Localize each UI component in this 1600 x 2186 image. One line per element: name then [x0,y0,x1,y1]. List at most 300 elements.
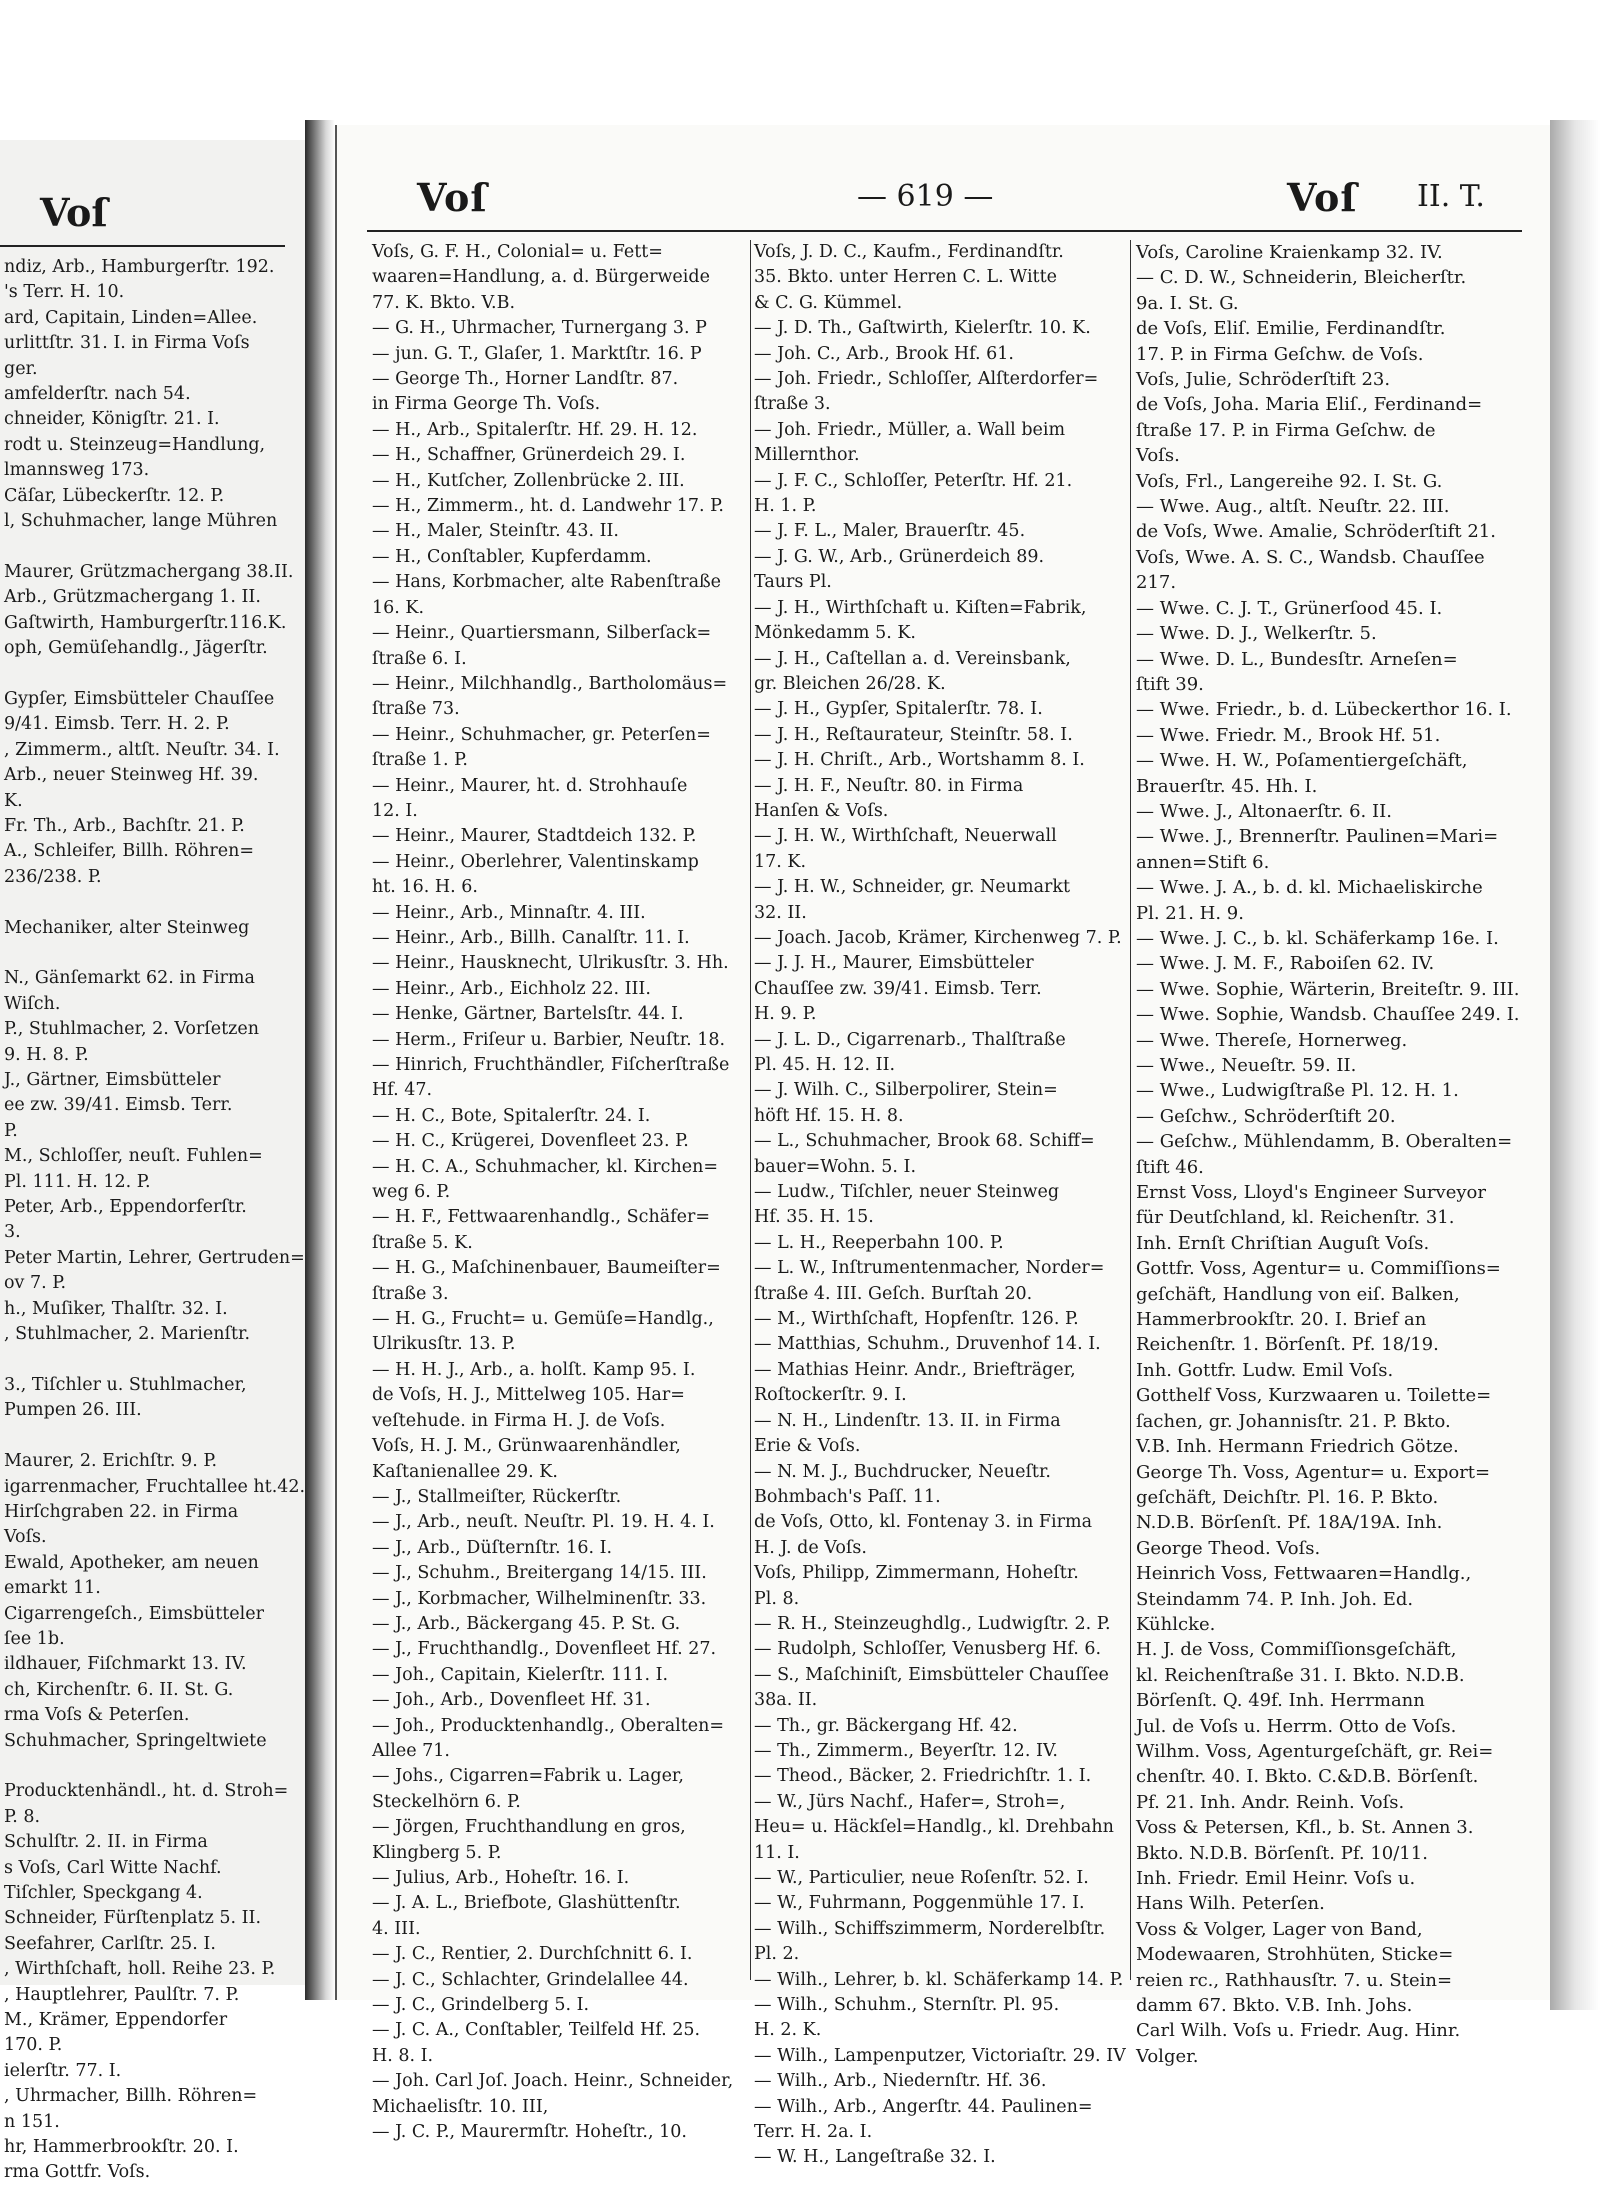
directory-entry-line: Hammerbrookſtr. 20. I. Brief an [1136,1309,1427,1331]
directory-entry-line: Reichenſtr. 1. Börſenſt. Pf. 18/19. [1136,1334,1439,1356]
directory-entry-line: 77. K. Bkto. V.B. [372,292,516,313]
directory-entry-line: — J., Schuhm., Breitergang 14/15. III. [372,1563,707,1584]
directory-entry-line: H. 9. P. [754,1004,817,1025]
directory-entry-line: ger. [4,358,38,379]
directory-entry-line: — H., Zimmerm., ht. d. Landwehr 17. P. [372,496,724,517]
directory-entry-line: N.D.B. Börſenſt. Pf. 18A/19A. Inh. [1136,1512,1443,1534]
directory-entry-line: Volger. [1136,2045,1199,2067]
directory-entry-line: Voſs, Wwe. A. S. C., Wandsb. Chauſſee [1136,546,1485,568]
directory-entry-line: ſtraße 6. I. [372,648,467,669]
directory-entry-line: 4. III. [372,1918,421,1939]
directory-entry-line: — Wwe. C. J. T., Grünerſood 45. I. [1136,597,1443,619]
directory-entry-line: Steindamm 74. P. Inh. Joh. Ed. [1136,1588,1414,1610]
directory-entry-line: Cigarrengeſch., Eimsbütteler [4,1603,264,1624]
directory-entry-line: Klingberg 5. P. [372,1842,502,1863]
directory-entry-line: — Wilh., Lampenputzer, Victoriaſtr. 29. IV [754,2045,1126,2066]
directory-entry-line: — H. C., Krügerei, Dovenfleet 23. P. [372,1131,689,1152]
directory-entry-line: — George Th., Horner Landſtr. 87. [372,369,679,390]
directory-entry-line: amfelderſtr. nach 54. [4,384,191,405]
directory-entry-line: — Heinr., Arb., Minnaſtr. 4. III. [372,902,646,923]
directory-entry-line: Producktenhändl., ht. d. Stroh= [4,1781,289,1802]
directory-entry-line: Pl. 45. H. 12. II. [754,1055,896,1075]
directory-entry-line: Chauſſee zw. 39/41. Eimsb. Terr. [754,978,1042,999]
left-header-rule [0,245,285,247]
directory-entry-line: — J. D. Th., Gaſtwirth, Kielerſtr. 10. K. [754,318,1091,339]
header-word-left: Voſ [417,175,488,220]
directory-entry-line: geſchäft, Deichſtr. Pl. 16. P. Bkto. [1136,1486,1439,1508]
directory-entry-line: — J., Arb., neuſt. Neuſtr. Pl. 19. H. 4. I. [372,1512,715,1533]
directory-entry-line: waaren=Handlung, a. d. Bürgerweide [372,267,710,288]
directory-entry-line: — J. J. H., Maurer, Eimsbütteler [754,953,1034,974]
directory-entry-line: H. J. de Voss, Commiſſionsgeſchäft, [1136,1639,1457,1661]
directory-entry-line: — H. C. A., Schuhmacher, kl. Kirchen= [372,1156,719,1177]
directory-entry-line: de Voſs, H. J., Mittelweg 105. Har= [372,1385,685,1406]
directory-entry-line: oph, Gemüſehandlg., Jägerſtr. [4,638,268,659]
directory-entry-line: Hf. 35. H. 15. [754,1207,874,1228]
directory-entry-line: Hf. 47. [372,1080,433,1101]
directory-entry-line: ſtraße 4. III. Geſch. Burſtah 20. [754,1283,1033,1304]
directory-entry-line: H. 1. P. [754,496,817,517]
directory-entry-line: — Herm., Friſeur u. Barbier, Neuſtr. 18. [372,1029,726,1050]
directory-entry-line: — J. A. L., Briefbote, Glashüttenſtr. [372,1893,681,1914]
directory-entry-line: Erie & Voſs. [754,1436,861,1457]
directory-entry-line: — Heinr., Maurer, Stadtdeich 132. P. [372,826,697,847]
directory-entry-line: — J. H. F., Neuſtr. 80. in Firma [754,775,1024,796]
directory-entry-line: — Wilh., Lehrer, b. kl. Schäferkamp 14. P. [754,1969,1124,1990]
directory-entry-line: — Jörgen, Fruchthandlung en gros, [372,1817,686,1838]
directory-entry-line: lmannsweg 173. [4,460,150,481]
directory-entry-line: Hans Wilh. Peterſen. [1136,1893,1325,1915]
directory-entry-line: — J. H., Wirthſchaft u. Kiſten=Fabrik, [754,597,1087,618]
directory-entry-line: — Joh. Friedr., Schloſſer, Alſterdorfer= [754,369,1099,390]
directory-entry-line: Inh. Gottfr. Ludw. Emil Voſs. [1136,1359,1394,1381]
directory-entry-line: — Wwe. Thereſe, Hornerweg. [1136,1029,1408,1051]
directory-entry-line: — Wilh., Arb., Angerſtr. 44. Paulinen= [754,2096,1093,2117]
directory-entry-line: 170. P. [4,2035,63,2056]
directory-entry-line: h., Muſiker, Thalſtr. 32. I. [4,1298,228,1319]
directory-entry-line: Gotthelf Voss, Kurzwaaren u. Toilette= [1136,1385,1492,1407]
directory-entry-line: ſee 1b. [4,1628,65,1649]
directory-entry-line: — Joh. Carl Joſ. Joach. Heinr., Schneider, [372,2071,734,2092]
directory-entry-line: Voſs, Philipp, Zimmermann, Hoheſtr. [754,1563,1079,1584]
directory-entry-line: — L., Schuhmacher, Brook 68. Schiff= [754,1131,1095,1152]
directory-entry-line: urlittſtr. 31. I. in Firma Voſs [4,333,250,354]
directory-entry-line: 9a. I. St. G. [1136,292,1239,314]
directory-entry-line: P., Stuhlmacher, 2. Vorſetzen [4,1019,260,1040]
directory-entry-line: — Heinr., Hausknecht, Ulrikusſtr. 3. Hh. [372,953,729,974]
directory-entry-line: Voss & Volger, Lager von Band, [1136,1918,1423,1940]
directory-entry-line: — Heinr., Maurer, ht. d. Strohhauſe [372,775,688,796]
directory-entry-line: — J., Stallmeiſter, Rückerſtr. [372,1486,622,1507]
directory-entry-line: — Th., gr. Bäckergang Hf. 42. [754,1715,1018,1736]
directory-entry-line: — R. H., Steinzeughdlg., Ludwigſtr. 2. P. [754,1613,1111,1634]
directory-entry-line: Maurer, Grützmachergang 38.II. [4,561,294,582]
directory-entry-line: ov 7. P. [4,1273,67,1294]
directory-entry-line: Taurs Pl. [754,572,832,593]
directory-entry-line: , Hauptlehrer, Paulſtr. 7. P. [4,1984,240,2005]
directory-entry-line: — Mathias Heinr. Andr., Briefträger, [754,1359,1076,1380]
directory-entry-line: ſtraße 17. P. in Firma Geſchw. de [1136,419,1436,441]
directory-entry-line: 9/41. Eimsb. Terr. H. 2. P. [4,714,230,735]
directory-entry-line: — Wwe. H. W., Poſamentiergeſchäft, [1136,750,1468,772]
directory-entry-line: Pl. 21. H. 9. [1136,902,1244,924]
directory-entry-line: H. 2. K. [754,2020,822,2041]
directory-entry-line: damm 67. Bkto. V.B. Inh. Johs. [1136,1995,1413,2017]
directory-entry-line: — Heinr., Oberlehrer, Valentinskamp [372,851,699,872]
directory-entry-line: annen=Stift 6. [1136,851,1270,873]
directory-entry-line: — Wwe. J. M. F., Raboiſen 62. IV. [1136,953,1435,975]
directory-entry-line: — Wwe. J. A., b. d. kl. Michaeliskirche [1136,877,1483,899]
directory-entry-line: — Wilh., Schiffszimmerm, Norderelbſtr. [754,1918,1106,1939]
directory-entry-line: emarkt 11. [4,1578,101,1599]
directory-entry-line: — J. H., Caſtellan a. d. Vereinsbank, [754,648,1071,669]
directory-entry-line: ht. 16. H. 6. [372,877,478,898]
directory-entry-line: Jul. de Voſs u. Herrm. Otto de Voſs. [1136,1715,1457,1737]
header-rule [367,230,1522,232]
directory-entry-line: Maurer, 2. Erichſtr. 9. P. [4,1451,218,1472]
directory-entry-line: Steckelhörn 6. P. [372,1791,521,1812]
directory-entry-line: — Wwe. Aug., altſt. Neuſtr. 22. III. [1136,496,1450,518]
directory-entry-line: rma Gottfr. Voſs. [4,2162,151,2183]
directory-entry-line: Bkto. N.D.B. Börſenſt. Pf. 10/11. [1136,1842,1428,1864]
directory-entry-line: ſtift 39. [1136,673,1204,695]
directory-entry-line [4,941,304,966]
directory-entry-line: P. 8. [4,1806,41,1827]
directory-entry-line: — N. M. J., Buchdrucker, Neueſtr. [754,1461,1051,1482]
directory-entry-line: 12. I. [372,800,418,821]
directory-entry-line: — Wwe. D. J., Welkerſtr. 5. [1136,623,1377,645]
directory-entry-line: — Theod., Bäcker, 2. Friedrichſtr. 1. I. [754,1766,1092,1787]
directory-entry-line: igarrenmacher, Fruchtallee ht.42. [4,1476,306,1497]
directory-entry-line [4,1347,304,1372]
directory-entry-line: chenſtr. 40. I. Bkto. C.&D.B. Börſenſt. [1136,1766,1479,1788]
directory-entry-line: — Heinr., Arb., Billh. Canalſtr. 11. I. [372,927,690,948]
directory-entry-line: Peter, Arb., Eppendorferſtr. [4,1197,247,1218]
directory-entry-line: Voſs, Frl., Langereihe 92. I. St. G. [1136,470,1443,492]
directory-column-1 [372,240,747,2143]
directory-entry-line: ſtraße 3. [372,1283,449,1304]
directory-entry-line: 35. Bkto. unter Herren C. L. Witte [754,267,1057,288]
directory-entry-line: — S., Maſchiniſt, Eimsbütteler Chauſſee [754,1664,1109,1685]
directory-entry-line: Wilhm. Voss, Agenturgeſchäft, gr. Rei= [1136,1740,1494,1762]
directory-entry-line: Gypſer, Eimsbütteler Chauſſee [4,688,275,709]
directory-column-3 [1130,240,1536,2067]
directory-entry-line: — Th., Zimmerm., Beyerſtr. 12. IV. [754,1740,1058,1761]
directory-entry-line: — Wwe. J. C., b. kl. Schäferkamp 16e. I. [1136,927,1499,949]
directory-entry-line: de Voſs, Otto, kl. Fontenay 3. in Firma [754,1512,1093,1533]
directory-entry-line: Kaſtanienallee 29. K. [372,1461,558,1482]
directory-entry-line: — J. Wilh. C., Silberpolirer, Stein= [754,1080,1058,1101]
directory-entry-line: Inh. Ernſt Chriſtian Auguſt Voſs. [1136,1232,1430,1254]
directory-entry-line: reien rc., Rathhausſtr. 7. u. Stein= [1136,1969,1453,1991]
directory-entry-line [4,890,304,915]
directory-entry-line: 17. K. [754,851,807,872]
directory-entry-line: 17. P. in Firma Geſchw. de Voſs. [1136,343,1424,365]
directory-entry-line: — Joh. C., Arb., Brook Hf. 61. [754,343,1014,364]
directory-entry-line: Seefahrer, Carlſtr. 25. I. [4,1933,216,1954]
directory-entry-line: — Wilh., Arb., Niedernſtr. Hf. 36. [754,2071,1047,2092]
directory-entry-line: J., Gärtner, Eimsbütteler [4,1070,221,1090]
directory-entry-line: , Stuhlmacher, 2. Marienſtr. [4,1324,251,1345]
directory-entry-line: Voſs, G. F. H., Colonial= u. Fett= [372,242,663,262]
directory-entry-line: Heinrich Voss, Fettwaaren=Handlg., [1136,1563,1472,1585]
directory-entry-line: — H., Maler, Steinſtr. 43. II. [372,521,619,542]
directory-entry-line: — J. C., Schlachter, Grindelallee 44. [372,1969,689,1990]
directory-entry-line: ſtraße 3. [754,394,831,415]
directory-entry-line: Bohmbach's Paſſ. 11. [754,1486,941,1507]
directory-entry-line: — J. H. W., Schneider, gr. Neumarkt [754,877,1070,898]
directory-entry-line: Inh. Friedr. Emil Heinr. Voſs u. [1136,1868,1416,1889]
directory-entry-line: K. [4,790,23,811]
directory-entry-line: l, Schuhmacher, lange Mühren [4,511,278,532]
directory-entry-line: — L. W., Inſtrumentenmacher, Norder= [754,1258,1105,1279]
directory-entry-line: s Voſs, Carl Witte Nachf. [4,1857,222,1878]
directory-entry-line: de Voſs, Wwe. Amalie, Schröderſtift 21. [1136,521,1496,543]
directory-entry-line: — J., Arb., Bäckergang 45. P. St. G. [372,1613,681,1634]
directory-entry-line: — J. H., Gypſer, Spitalerſtr. 78. I. [754,699,1043,720]
directory-entry-line: — Hans, Korbmacher, alte Rabenſtraße [372,572,722,593]
directory-entry-line: Brauerſtr. 45. Hh. I. [1136,775,1318,797]
directory-entry-line: Millernthor. [754,445,860,466]
directory-entry-line: — H. C., Bote, Spitalerſtr. 24. I. [372,1105,651,1126]
directory-entry-line: N., Gänſemarkt 62. in Firma [4,968,255,989]
directory-entry-line: — J. F. C., Schloſſer, Peterſtr. Hf. 21. [754,470,1073,491]
directory-entry-line [4,662,304,687]
directory-entry-line: — Wwe. Friedr. M., Brook Hf. 51. [1136,724,1441,746]
directory-entry-line: Schulſtr. 2. II. in Firma [4,1832,208,1853]
directory-entry-line: Pf. 21. Inh. Andr. Reinh. Voſs. [1136,1791,1405,1813]
directory-entry-line: Tiſchler, Speckgang 4. [4,1883,203,1903]
directory-entry-line: A., Schleifer, Billh. Röhren= [4,841,255,862]
directory-entry-line: de Voſs, Joha. Maria Eliſ., Ferdinand= [1136,394,1483,416]
directory-entry-line: ildhauer, Fiſchmarkt 13. IV. [4,1654,247,1675]
directory-entry-line [4,1424,304,1449]
directory-entry-line: Pl. 8. [754,1588,800,1609]
directory-entry-line: — H. H. J., Arb., a. holſt. Kamp 95. I. [372,1359,696,1380]
directory-entry-line: n 151. [4,2111,60,2132]
directory-entry-line: — C. D. W., Schneiderin, Bleicherſtr. [1136,267,1467,289]
directory-entry-line: — L. H., Reeperbahn 100. P. [754,1232,1004,1253]
directory-entry-line: — W. H., Langeſtraße 32. I. [754,2147,996,2168]
directory-entry-line: ee zw. 39/41. Eimsb. Terr. [4,1095,233,1116]
directory-entry-line: Fr. Th., Arb., Bachſtr. 21. P. [4,815,245,836]
header-word-right: Voſ [1287,175,1358,220]
directory-entry-line: — Joh., Producktenhandlg., Oberalten= [372,1715,725,1736]
directory-entry-line: — J. C., Grindelberg 5. I. [372,1995,590,2016]
directory-entry-line: — Heinr., Milchhandlg., Bartholomäus= [372,673,728,694]
directory-entry-line: — H., Kutſcher, Zollenbrücke 2. III. [372,470,685,491]
directory-entry-line: ſtift 46. [1136,1156,1204,1178]
directory-entry-line: — Heinr., Arb., Eichholz 22. III. [372,978,651,999]
page-edge [1550,120,1600,2010]
page-header [337,175,1552,225]
directory-entry-line: Terr. H. 2a. I. [754,2122,873,2143]
directory-entry-line: Schuhmacher, Springeltwiete [4,1730,267,1751]
left-page [0,140,308,2183]
left-page-header-word: Voſ [40,190,108,235]
directory-entry-line: chneider, Königſtr. 21. I. [4,409,220,430]
directory-entry-line: — G. H., Uhrmacher, Turnergang 3. P [372,318,707,339]
directory-entry-line: Ewald, Apotheker, am neuen [4,1552,259,1573]
directory-entry-line: — Geſchw., Mühlendamm, B. Oberalten= [1136,1131,1513,1153]
directory-entry-line: — H., Schaffner, Grünerdeich 29. I. [372,445,686,466]
directory-entry-line: — J. H. W., Wirthſchaft, Neuerwall [754,826,1057,847]
directory-entry-line: — Wwe., Ludwigſtraße Pl. 12. H. 1. [1136,1080,1459,1102]
directory-entry-line: Voſs, Caroline Kraienkamp 32. IV. [1136,242,1443,263]
directory-entry-line: ſtraße 1. P. [372,750,468,771]
directory-entry-line: kl. Reichenſtraße 31. I. Bkto. N.D.B. [1136,1664,1465,1686]
directory-entry-line: — J. H., Reſtaurateur, Steinſtr. 58. I. [754,724,1073,745]
directory-entry-line: — H. F., Fettwaarenhandlg., Schäfer= [372,1207,711,1228]
directory-entry-line: bauer=Wohn. 5. I. [754,1156,917,1177]
directory-entry-line: — J. C. P., Maurermſtr. Hoheſtr., 10. [372,2122,687,2143]
left-page-column [0,255,306,2183]
directory-entry-line: — Geſchw., Schröderſtift 20. [1136,1105,1396,1127]
directory-entry-line [4,1754,304,1779]
directory-entry-line: Heu= u. Häckſel=Handlg., kl. Drehbahn [754,1817,1114,1838]
directory-entry-line: Pl. 111. H. 12. P. [4,1171,151,1192]
book-gutter [305,120,335,2000]
directory-entry-line: 236/238. P. [4,866,102,887]
directory-entry-line: — Joh., Capitain, Kielerſtr. 111. I. [372,1664,669,1685]
directory-entry-line: Hirſchgraben 22. in Firma [4,1501,239,1522]
directory-entry-line: — jun. G. T., Glaſer, 1. Marktſtr. 16. P [372,343,702,364]
directory-entry-line: & C. G. Kümmel. [754,292,903,313]
directory-entry-line: Ulrikusſtr. 13. P. [372,1334,516,1355]
directory-entry-line: de Voſs, Eliſ. Emilie, Ferdinandſtr. [1136,318,1446,340]
directory-entry-line: ard, Capitain, Linden=Allee. [4,307,258,328]
directory-entry-line: — Henke, Gärtner, Bartelsſtr. 44. I. [372,1004,684,1025]
directory-entry-line: Hanſen & Voſs. [754,800,889,821]
directory-entry-line: — Wwe. Sophie, Wärterin, Breiteſtr. 9. III. [1136,978,1520,1000]
directory-entry-line: 217. [1136,572,1177,594]
directory-entry-line: — J., Arb., Düſternſtr. 16. I. [372,1537,613,1558]
directory-entry-line: Voſs. [4,1527,47,1548]
directory-entry-line: M., Schloſſer, neuſt. Fuhlen= [4,1146,263,1167]
directory-entry-line: Kühlcke. [1136,1613,1216,1635]
directory-entry-line: Gaſtwirth, Hamburgerſtr.116.K. [4,612,287,633]
directory-entry-line: 9. H. 8. P. [4,1044,89,1065]
directory-entry-line: — W., Particulier, neue Roſenſtr. 52. I. [754,1868,1089,1888]
directory-entry-line: — Joh. Friedr., Müller, a. Wall beim [754,419,1066,440]
directory-entry-line: ſachen, gr. Johannisſtr. 21. P. Bkto. [1136,1410,1451,1432]
directory-entry-line: — Heinr., Schuhmacher, gr. Peterſen= [372,724,711,745]
directory-entry-line: Börſenſt. Q. 49f. Inh. Herrmann [1136,1690,1425,1712]
directory-entry-line: 16. K. [372,597,425,618]
directory-entry-line: Voſs, J. D. C., Kaufm., Ferdinandſtr. [754,242,1064,262]
directory-entry-line: — J. F. L., Maler, Brauerſtr. 45. [754,521,1026,542]
directory-entry-line: Voſs. [1136,445,1180,467]
directory-entry-line: ſtraße 73. [372,699,460,720]
directory-entry-line: Mönkedamm 5. K. [754,623,916,644]
directory-entry-line: — Rudolph, Schloſſer, Venusberg Hf. 6. [754,1639,1102,1660]
directory-entry-line: Roſtockerſtr. 9. I. [754,1385,907,1406]
directory-entry-line: — Wwe. Sophie, Wandsb. Chauſſee 249. I. [1136,1004,1520,1026]
directory-entry-line: Voss & Petersen, Kfl., b. St. Annen 3. [1136,1817,1474,1839]
directory-entry-line: 32. II. [754,902,807,923]
directory-entry-line: — Joh., Arb., Dovenfleet Hf. 31. [372,1690,651,1711]
directory-entry-line: weg 6. P. [372,1182,451,1203]
directory-entry-line: Wiſch. [4,993,61,1014]
directory-entry-line: — Wwe. J., Altonaerſtr. 6. II. [1136,800,1392,822]
directory-entry-line: — Wwe. Friedr., b. d. Lübeckerthor 16. I. [1136,699,1512,721]
directory-entry-line: rma Voſs & Peterſen. [4,1705,190,1726]
directory-entry-line: Modewaaren, Strohhüten, Sticke= [1136,1944,1454,1966]
directory-entry-line: — J. L. D., Cigarrenarb., Thalſtraße [754,1029,1066,1050]
directory-entry-line: — J. C., Rentier, 2. Durchſchnitt 6. I. [372,1944,693,1965]
directory-entry-line [4,534,304,559]
directory-entry-line: Pumpen 26. III. [4,1400,142,1421]
directory-entry-line: Mechaniker, alter Steinweg [4,917,250,938]
directory-entry-line: — J. G. W., Arb., Grünerdeich 89. [754,546,1045,567]
directory-entry-line: Carl Wilh. Voſs u. Friedr. Aug. Hinr. [1136,2020,1461,2042]
directory-entry-line: — N. H., Lindenſtr. 13. II. in Firma [754,1410,1061,1431]
directory-entry-line: 3., Tiſchler u. Stuhlmacher, [4,1374,247,1395]
directory-entry-line: Voſs, H. J. M., Grünwaarenhändler, [372,1436,681,1457]
directory-entry-line: , Zimmerm., altſt. Neuſtr. 34. I. [4,739,280,760]
right-page [335,125,1554,2168]
directory-entry-line: Schneider, Fürſtenplatz 5. II. [4,1908,262,1929]
directory-entry-line: — Wwe., Neueſtr. 59. II. [1136,1055,1357,1076]
directory-entry-line: — H. G., Maſchinenbauer, Baumeiſter= [372,1258,721,1279]
directory-entry-line: gr. Bleichen 26/28. K. [754,673,946,694]
directory-entry-line: — Heinr., Quartiersmann, Silberſack= [372,623,712,644]
directory-entry-line: H. J. de Voſs. [754,1537,867,1558]
directory-entry-line: Peter Martin, Lehrer, Gertruden= [4,1247,305,1268]
directory-entry-line: — W., Jürs Nachf., Hafer=, Stroh=, [754,1791,1066,1812]
directory-entry-line: George Theod. Voſs. [1136,1537,1321,1559]
directory-entry-line: — J., Fruchthandlg., Dovenfleet Hf. 27. [372,1639,717,1660]
directory-entry-line: Cäſar, Lübeckerſtr. 12. P. [4,485,225,506]
directory-entry-line: P. [4,1120,18,1141]
directory-entry-line: — Wwe. D. L., Bundesſtr. Arneſen= [1136,648,1458,670]
directory-entry-line: Arb., Grützmachergang 1. II. [4,587,261,608]
directory-entry-line: H. 8. I. [372,2045,434,2066]
directory-entry-line: ielerſtr. 77. I. [4,2060,122,2081]
directory-entry-line: — Hinrich, Fruchthändler, Fiſcherſtraße [372,1055,730,1075]
directory-entry-line: M., Krämer, Eppendorfer [4,2010,228,2031]
directory-entry-line: für Deutſchland, kl. Reichenſtr. 31. [1136,1207,1455,1229]
directory-entry-line: 11. I. [754,1842,800,1863]
directory-entry-line: Voſs, Julie, Schröderſtift 23. [1136,369,1391,391]
directory-entry-line: höft Hf. 15. H. 8. [754,1105,904,1126]
directory-entry-line: Arb., neuer Steinweg Hf. 39. [4,765,259,786]
directory-entry-line: ch, Kirchenſtr. 6. II. St. G. [4,1679,234,1700]
directory-entry-line: Gottfr. Voss, Agentur= u. Commiſſions= [1136,1258,1501,1280]
directory-entry-line: ndiz, Arb., Hamburgerſtr. 192. [4,257,275,277]
directory-entry-line: — Johs., Cigarren=Fabrik u. Lager, [372,1766,684,1787]
directory-entry-line: — J. C. A., Conſtabler, Teilfeld Hf. 25. [372,2020,701,2041]
directory-entry-line: in Firma George Th. Voſs. [372,394,601,415]
page-number: — 619 — [857,179,994,214]
directory-entry-line: 38a. II. [754,1690,818,1711]
directory-entry-line: — Ludw., Tiſchler, neuer Steinweg [754,1182,1060,1203]
directory-entry-line: ſtraße 5. K. [372,1232,473,1253]
directory-entry-line: — W., Fuhrmann, Poggenmühle 17. I. [754,1893,1085,1914]
directory-entry-line: — Julius, Arb., Hoheſtr. 16. I. [372,1868,630,1888]
directory-entry-line: — Wwe. J., Brennerſtr. Paulinen=Mari= [1136,826,1499,848]
directory-entry-line: — H., Arb., Spitalerſtr. Hf. 29. H. 12. [372,419,698,440]
directory-entry-line: Michaelisſtr. 10. III, [372,2096,549,2117]
directory-entry-line: , Wirthſchaft, holl. Reihe 23. P. [4,1959,276,1980]
directory-entry-line: — J. H. Chriſt., Arb., Wortshamm 8. I. [754,750,1085,771]
directory-entry-line: 's Terr. H. 10. [4,282,125,303]
directory-entry-line: geſchäft, Handlung von eiſ. Balken, [1136,1283,1460,1305]
directory-entry-line: — Wilh., Schuhm., Sternſtr. Pl. 95. [754,1995,1060,2016]
directory-entry-line: — J., Korbmacher, Wilhelminenſtr. 33. [372,1588,707,1609]
directory-entry-line: hr, Hammerbrookſtr. 20. I. [4,2137,239,2158]
directory-entry-line: — Joach. Jacob, Krämer, Kirchenweg 7. P. [754,927,1122,948]
